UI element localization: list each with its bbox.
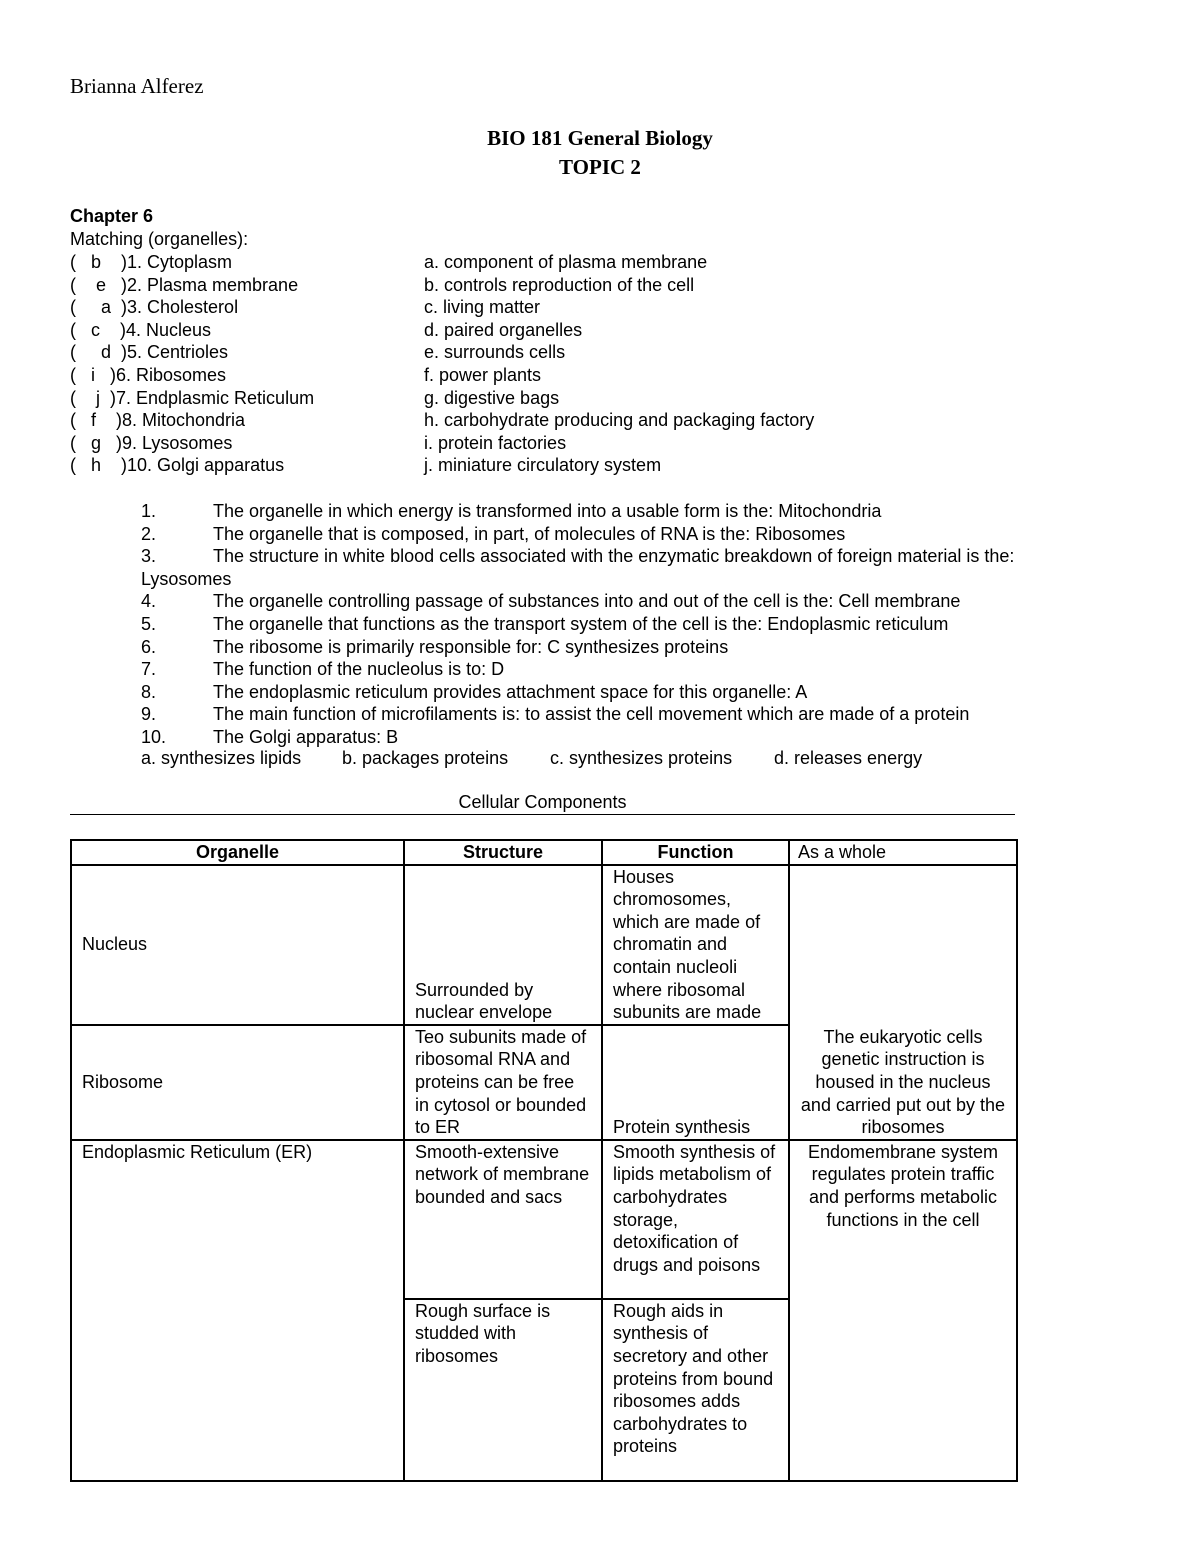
table-header-row bbox=[71, 840, 1017, 865]
matching-option: d. paired organelles bbox=[424, 319, 583, 340]
question-number: 6. bbox=[141, 636, 157, 657]
list-item bbox=[70, 365, 970, 388]
function-ribosome: Protein synthesis bbox=[602, 1025, 789, 1140]
list-item bbox=[70, 342, 970, 365]
function-er-rough: Rough aids in synthesis of secretory and other proteins from bound ribosomes adds carbohydrates to proteins bbox=[602, 1299, 789, 1481]
question-number: 9. bbox=[141, 704, 157, 725]
question-number: 3. bbox=[141, 546, 157, 567]
matching-subtitle: Matching (organelles): bbox=[70, 229, 249, 249]
matching-answer: ( e )2. Plasma membrane bbox=[70, 274, 299, 295]
matching-option: j. miniature circulatory system bbox=[424, 455, 662, 476]
matching-option: i. protein factories bbox=[424, 432, 567, 453]
question-text: The endoplasmic reticulum provides attachment space for this organelle: A bbox=[213, 681, 808, 702]
function-nucleus: Houses chromosomes, which are made of chromatin and contain nucleoli where ribosomal subunits are made bbox=[602, 865, 789, 1025]
question-number: 5. bbox=[141, 614, 157, 634]
list-item bbox=[70, 455, 970, 478]
choice-b: b. packages proteins bbox=[342, 748, 509, 768]
header-organelle: Organelle bbox=[71, 840, 404, 865]
list-item bbox=[70, 275, 970, 298]
matching-answer: ( f )8. Mitochondria bbox=[70, 410, 246, 431]
question-text: The function of the nucleolus is to: D bbox=[213, 659, 505, 680]
as-a-whole-nucleus-ribosome: The eukaryotic cells genetic instruction is housed in the nucleus and carried put out by the ribosomes bbox=[789, 865, 1017, 1140]
matching-answer: ( a )3. Cholesterol bbox=[70, 297, 239, 318]
question-continuation: Lysosomes bbox=[141, 568, 232, 589]
list-item bbox=[70, 320, 970, 343]
organelle-nucleus: Nucleus bbox=[71, 865, 404, 1025]
choice-a: a. synthesizes lipids bbox=[141, 748, 302, 768]
cellular-components-table bbox=[70, 839, 1018, 1482]
question-number: 7. bbox=[141, 659, 157, 680]
matching-option: a. component of plasma membrane bbox=[424, 252, 708, 272]
function-er-smooth: Smooth synthesis of lipids metabolism of carbohydrates storage, detoxification of drugs and poisons bbox=[602, 1140, 789, 1299]
matching-option: f. power plants bbox=[424, 365, 542, 385]
question-text: The Golgi apparatus: B bbox=[213, 727, 399, 747]
choice-c: c. synthesizes proteins bbox=[550, 748, 733, 768]
topic-title: TOPIC 2 bbox=[559, 155, 641, 179]
section-divider bbox=[70, 814, 1015, 815]
matching-answer: ( d )5. Centrioles bbox=[70, 342, 229, 363]
question-text: The main function of microfilaments is: to assist the cell movement which are made of a protein bbox=[213, 704, 970, 725]
question-number: 4. bbox=[141, 591, 157, 612]
question-text: The organelle that is composed, in part, of molecules of RNA is the: Ribosomes bbox=[213, 523, 846, 544]
section-title: Cellular Components bbox=[458, 792, 627, 812]
list-item bbox=[70, 433, 970, 456]
list-item bbox=[70, 252, 970, 275]
list-item bbox=[70, 297, 970, 320]
header-function: Function bbox=[602, 840, 789, 865]
matching-option: g. digestive bags bbox=[424, 387, 560, 408]
header-as-a-whole: As a whole bbox=[789, 840, 1017, 865]
chapter-heading: Chapter 6 bbox=[70, 206, 154, 226]
question-number: 1. bbox=[141, 501, 157, 521]
matching-answer: ( h )10. Golgi apparatus bbox=[70, 455, 285, 476]
table-row bbox=[71, 1140, 1017, 1299]
question-number: 8. bbox=[141, 681, 157, 702]
matching-option: c. living matter bbox=[424, 297, 541, 318]
author-name: Brianna Alferez bbox=[70, 74, 204, 98]
question-number: 2. bbox=[141, 523, 157, 544]
question-text: The organelle that functions as the transport system of the cell is the: Endoplasmic reticulum bbox=[213, 614, 949, 634]
structure-ribosome: Teo subunits made of ribosomal RNA and proteins can be free in cytosol or bounded to ER bbox=[404, 1025, 602, 1140]
matching-answer: ( b )1. Cytoplasm bbox=[70, 252, 233, 272]
structure-er-smooth: Smooth-extensive network of membrane bounded and sacs bbox=[404, 1140, 602, 1299]
matching-answer: ( j )7. Endplasmic Reticulum bbox=[70, 387, 315, 408]
matching-answer: ( g )9. Lysosomes bbox=[70, 432, 233, 453]
course-title: BIO 181 General Biology bbox=[487, 126, 713, 150]
question-text: The structure in white blood cells associated with the enzymatic breakdown of foreign material is the: bbox=[213, 546, 1015, 567]
list-item bbox=[70, 388, 970, 411]
header-structure: Structure bbox=[404, 840, 602, 865]
list-item bbox=[70, 410, 970, 433]
matching-answer: ( c )4. Nucleus bbox=[70, 319, 212, 340]
matching-option: b. controls reproduction of the cell bbox=[424, 274, 695, 295]
organelle-er: Endoplasmic Reticulum (ER) bbox=[71, 1140, 404, 1481]
matching-option: e. surrounds cells bbox=[424, 342, 566, 363]
question-number: 10. bbox=[141, 727, 167, 747]
question-text: The organelle in which energy is transformed into a usable form is the: Mitochondria bbox=[213, 501, 882, 521]
structure-nucleus: Surrounded by nuclear envelope bbox=[404, 865, 602, 1025]
matching-option: h. carbohydrate producing and packaging factory bbox=[424, 410, 815, 431]
choice-d: d. releases energy bbox=[774, 748, 923, 768]
as-a-whole-er: Endomembrane system regulates protein traffic and performs metabolic functions in the cell bbox=[789, 1140, 1017, 1481]
matching-answer: ( i )6. Ribosomes bbox=[70, 365, 227, 385]
organelle-ribosome: Ribosome bbox=[71, 1025, 404, 1140]
table-row bbox=[71, 865, 1017, 1025]
question-text: The ribosome is primarily responsible for: C synthesizes proteins bbox=[213, 636, 729, 657]
question-text: The organelle controlling passage of substances into and out of the cell is the: Cell membrane bbox=[213, 591, 961, 612]
structure-er-rough: Rough surface is studded with ribosomes bbox=[404, 1299, 602, 1481]
